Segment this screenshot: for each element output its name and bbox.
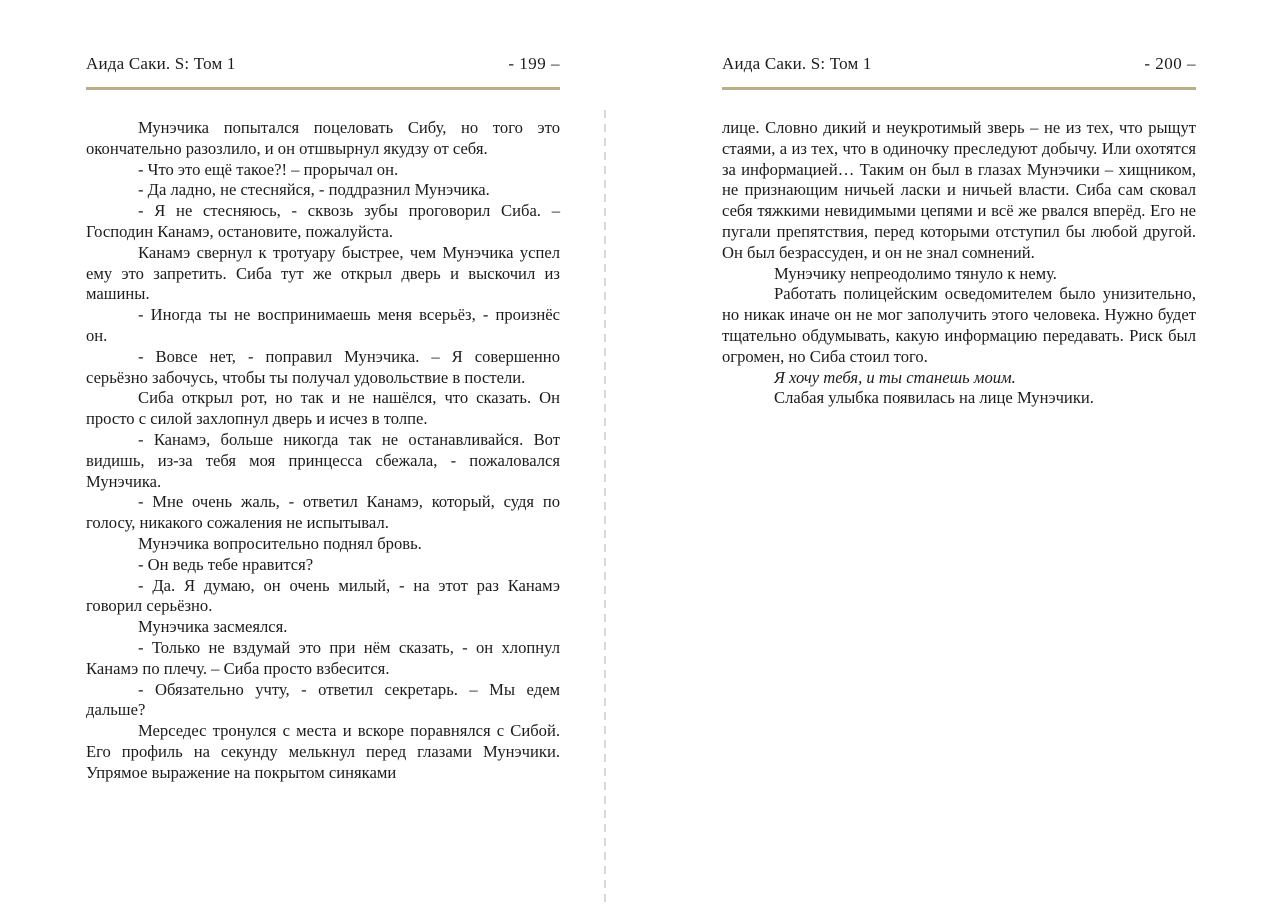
paragraph: - Да ладно, не стесняйся, - поддразнил Мунэчика. bbox=[138, 180, 490, 200]
paragraph: - Вовсе нет, - поправил Мунэчика. – Я совершенно серьёзно забочусь, чтобы ты получал удовольствие в постели. bbox=[86, 346, 560, 387]
paragraph: Мерседес тронулся с места и вскоре поравнялся с Сибой. Его профиль на секунду мелькнул перед глазами Мунэчики. Упрямое выражение на покрытом синяками bbox=[86, 721, 560, 782]
left-page-text bbox=[86, 118, 560, 784]
paragraph: Я хочу тебя, и ты станешь моим. bbox=[774, 367, 1016, 387]
paragraph: - Иногда ты не воспринимаешь меня всерьёз, - произнёс он. bbox=[86, 305, 560, 345]
paragraph: - Только не вздумай это при нём сказать, - он хлопнул Канамэ по плечу. – Сиба просто взбесится. bbox=[86, 637, 560, 678]
paragraph: Канамэ свернул к тротуару быстрее, чем Мунэчика успел ему это запретить. Сиба тут же открыл дверь и выскочил из машины. bbox=[86, 242, 560, 304]
page-spread-divider bbox=[604, 110, 606, 905]
left-page bbox=[86, 54, 560, 784]
paragraph: - Да. Я думаю, он очень милый, - на этот раз Канамэ говорил серьёзно. bbox=[86, 575, 560, 616]
book-header-title: Аида Саки. S: Том 1 bbox=[86, 54, 236, 73]
right-page-text bbox=[722, 118, 1196, 409]
right-page bbox=[722, 54, 1196, 409]
paragraph: Сиба открыл рот, но так и не нашёлся, что сказать. Он просто с силой захлопнул дверь и исчез в толпе. bbox=[86, 388, 560, 429]
paragraph: Мунэчика засмеялся. bbox=[138, 617, 288, 637]
paragraph: Работать полицейским осведомителем было унизительно, но никак иначе он не мог заполучить этого человека. Нужно будет тщательно обдумывать, какую информацию передавать. Риск был огромен, но Сиба стоил того. bbox=[722, 284, 1196, 366]
paragraph: - Я не стесняюсь, - сквозь зубы проговорил Сиба. – Господин Канамэ, остановите, пожалуйста. bbox=[86, 201, 560, 241]
paragraph: Мунэчика вопросительно поднял бровь. bbox=[138, 533, 422, 553]
book-header-title: Аида Саки. S: Том 1 bbox=[722, 54, 872, 73]
paragraph: Мунэчику непреодолимо тянуло к нему. bbox=[774, 263, 1057, 283]
paragraph: - Он ведь тебе нравится? bbox=[138, 554, 314, 574]
left-page-header bbox=[86, 54, 560, 90]
paragraph: - Обязательно учту, - ответил секретарь. – Мы едем дальше? bbox=[86, 679, 560, 720]
paragraph: Слабая улыбка появилась на лице Мунэчики. bbox=[774, 388, 1094, 408]
page-number: - 199 – bbox=[508, 54, 560, 73]
paragraph: Мунэчика попытался поцеловать Сибу, но того это окончательно разозлило, и он отшвырнул якудзу от себя. bbox=[86, 118, 560, 158]
paragraph: лице. Словно дикий и неукротимый зверь – не из тех, что рыщут стаями, а из тех, что в одиночку преследуют добычу. Или охотятся за информацией… Таким он был в глазах Мунэчики – хищником, не признающим ничьей ласки и ничьей власти. Сиба сам сковал себя тяжкими невидимыми цепями и всё же рвался вперёд. Его не пугали препятствия, перед которыми отступил бы любой другой. Он был безрассуден, и он не знал сомнений. bbox=[722, 118, 1196, 262]
paragraph: - Мне очень жаль, - ответил Канамэ, который, судя по голосу, никакого сожаления не испытывал. bbox=[86, 492, 560, 533]
right-page-header bbox=[722, 54, 1196, 90]
paragraph: - Канамэ, больше никогда так не останавливайся. Вот видишь, из-за тебя моя принцесса сбежала, - пожаловался Мунэчика. bbox=[86, 429, 560, 491]
paragraph: - Что это ещё такое?! – прорычал он. bbox=[138, 159, 399, 179]
page-number: - 200 – bbox=[1144, 54, 1196, 73]
